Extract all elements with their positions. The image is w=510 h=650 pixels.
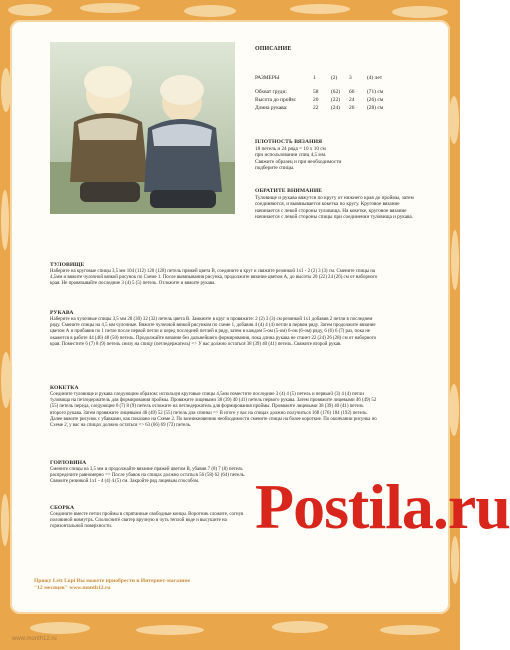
sizes-row-label: Длина рукава:	[255, 105, 288, 111]
sizes-cell: (22)	[331, 97, 340, 103]
children-sweater-photo	[50, 42, 235, 214]
sizes-cell: (71) см	[367, 89, 384, 95]
attention-block	[255, 188, 425, 221]
density-line: подберите спицы.	[255, 165, 295, 172]
body-text: Наберите на круговые спицы 3,5 мм 104 (112) 120 (128) петель пряжей цвета В, соедините в круг и свяжите резинкой 1х1 - 2 (2) 3 (3) см. Смените спицы на 4,5мм и вяжите чулочной вязкой рисунок по Схеме 1. После вывязывания рисунка, продолжите вязание цветом А, до высоты 20 (22) 24 (26) см от наборного края. Не провязывайте последние 3 (4) 5 (5) петель. Отложите и вяжите рукава.	[50, 269, 378, 287]
sizes-header-row	[255, 74, 415, 82]
density-line: при использовании спиц 4,5 мм.	[255, 152, 327, 159]
sizes-cell: 20	[313, 97, 319, 103]
sleeves-section	[50, 310, 380, 348]
sizes-cell: 58	[313, 89, 319, 95]
sizes-row-label: Высота до пройм:	[255, 97, 297, 103]
sizes-header-1: 1	[313, 75, 316, 81]
site-url[interactable]: www.month12.ru	[12, 636, 57, 642]
sleeves-text: Наберите на чулочные спицы 3,5 мм 28 (30) 32 (32) петель цвета В. Замкните в круг и провяжите: 2 (2) 3 (3) см резинкой 1х1 добавив 2 петли в последнем ряду. Смените спицы на 4,5 мм чулочные. Вяжите чулочной вязкой рисунком по схеме 1, добавив 4 (4) 4 (4) петли в первом ряду. Затем продолжите вязание цветом А и прибавив по 1 петле после первой петли и перед последней петлей в ряду, затем в каждом 5-ом (5-ом) 6-ом (6-ом) ряду, 6 (6) 6 (7) раз, пока не окажется в работе 44 (46) 48 (50) петель. Продолжайте вязание без дальнейшего формирования, пока длина рукава не станет 22 (24) 26 (28) см от наборного края. Поместите 6 (7) 8 (9) петель снизу на спицу (петледержатель) => У вас должно остаться 38 (39) 40 (41) петель. Свяжите второй рукав.	[50, 317, 377, 347]
density-line: Свяжите образец и при необходимости	[255, 158, 342, 165]
neck-title: ГОРЛОВИНА	[50, 460, 87, 466]
yoke-section	[50, 385, 380, 429]
ad-line-1: Пряжу Lett Lopi Вы можете приобрести в Интернет-магазине	[34, 578, 191, 584]
sizes-cell: (62)	[331, 89, 340, 95]
neck-text: Смените спицы на 3,5 мм и продолжайте вязание пряжей цветом В, убавив 7 (8) 7 (8) петель распределите равномерно => После убавок на спицах должно остаться 56 (58) 62 (64) петель. Свяжите резинкой 1х1 - 4 (4) 4 (5) см. Закройте ряд лицевым способом.	[50, 467, 246, 485]
assembly-title: СБОРКА	[50, 505, 75, 511]
postila-watermark: Postila.ru	[255, 471, 510, 542]
yoke-title: КОКЕТКА	[50, 385, 79, 391]
yoke-text: Соедините туловище и рукава следующим образом: используя круговые спицы 4,5мм поместите последние 3 (4) 4 (5) петель и первые3 (3) 4 (4) петли туловища на петледержатель для формирования проймы. Провяжите лицевыми 38 (39) 40 (41) петель первого рукава. Затем провяжите лицевыми 46 (49) 52 (55) петель переда, следующие 6 (7) 8 (9) петель отложите на петледержатель для формирования проймы. Провяжите лицевыми 38 (39) 40 (41) петель второго рукава. Затем провяжите лицевыми 46 (49) 52 (55) петель для спинки => В итоге у вас на спицах должно получиться 168 (176) 184 (192) петель. Далее вяжите рисунок с убавками, как показано на Схеме 2. По возникновению необходимости смените спицы на более короткие. По окончании рисунка по Схеме 2, у вас на спицах должно остаться => 63 (66) 69 (72) петель.	[50, 392, 377, 429]
body-section	[50, 262, 380, 288]
sizes-cell: 22	[313, 105, 319, 111]
density-title: ПЛОТНОСТЬ ВЯЗАНИЯ	[255, 139, 323, 145]
ad-line-2: "12 месяцев" www.month12.ru	[34, 585, 111, 591]
body-title: ТУЛОВИЩЕ	[50, 262, 85, 268]
neck-section	[50, 460, 250, 486]
sizes-row-label: Обхват груди:	[255, 89, 287, 95]
sizes-row	[255, 96, 415, 104]
attention-title: ОБРАТИТЕ ВНИМАНИЕ	[255, 188, 323, 194]
assembly-text: Соедините вместе петли проймы в спрятанные свободные концы. Воротник сложите, согнув половиной вовнутрь. Сполоснитё свитер вручную в чуть теплой воде и высушите на горизонтальной поверхности.	[50, 512, 244, 530]
sizes-row	[255, 88, 415, 96]
sizes-cell: 24	[349, 97, 355, 103]
sizes-header-label: РАЗМЕРЫ	[255, 75, 280, 81]
sizes-header-3: 3	[349, 75, 352, 81]
sizes-cell: (24)	[331, 105, 340, 111]
description-title: ОПИСАНИЕ	[255, 46, 292, 52]
sizes-cell: 26	[349, 105, 355, 111]
sizes-table	[255, 74, 415, 112]
sleeves-title: РУКАВА	[50, 310, 74, 316]
sizes-header-2: (2)	[331, 75, 338, 81]
sizes-row	[255, 104, 415, 112]
yarn-shop-ad	[34, 578, 274, 592]
sizes-cell: (26) см	[367, 97, 384, 103]
sizes-header-4: (4) лет	[367, 75, 383, 81]
sizes-cell: (28) см	[367, 105, 384, 111]
density-line: 18 петель и 24 ряда = 10 х 10 см	[255, 145, 326, 152]
assembly-section	[50, 505, 250, 531]
attention-text: Туловище и рукава вяжутся по кругу от нижнего края до проймы, затем соединяются, и вывязывается кокетка по кругу. Круговое вязание начинается с левой стороны туловища. На кокетке, круговое вязание начинается с левой стороны спицы при соединении туловища и рукава.	[255, 194, 414, 221]
density-block	[255, 139, 420, 172]
sizes-cell: 66	[349, 89, 355, 95]
